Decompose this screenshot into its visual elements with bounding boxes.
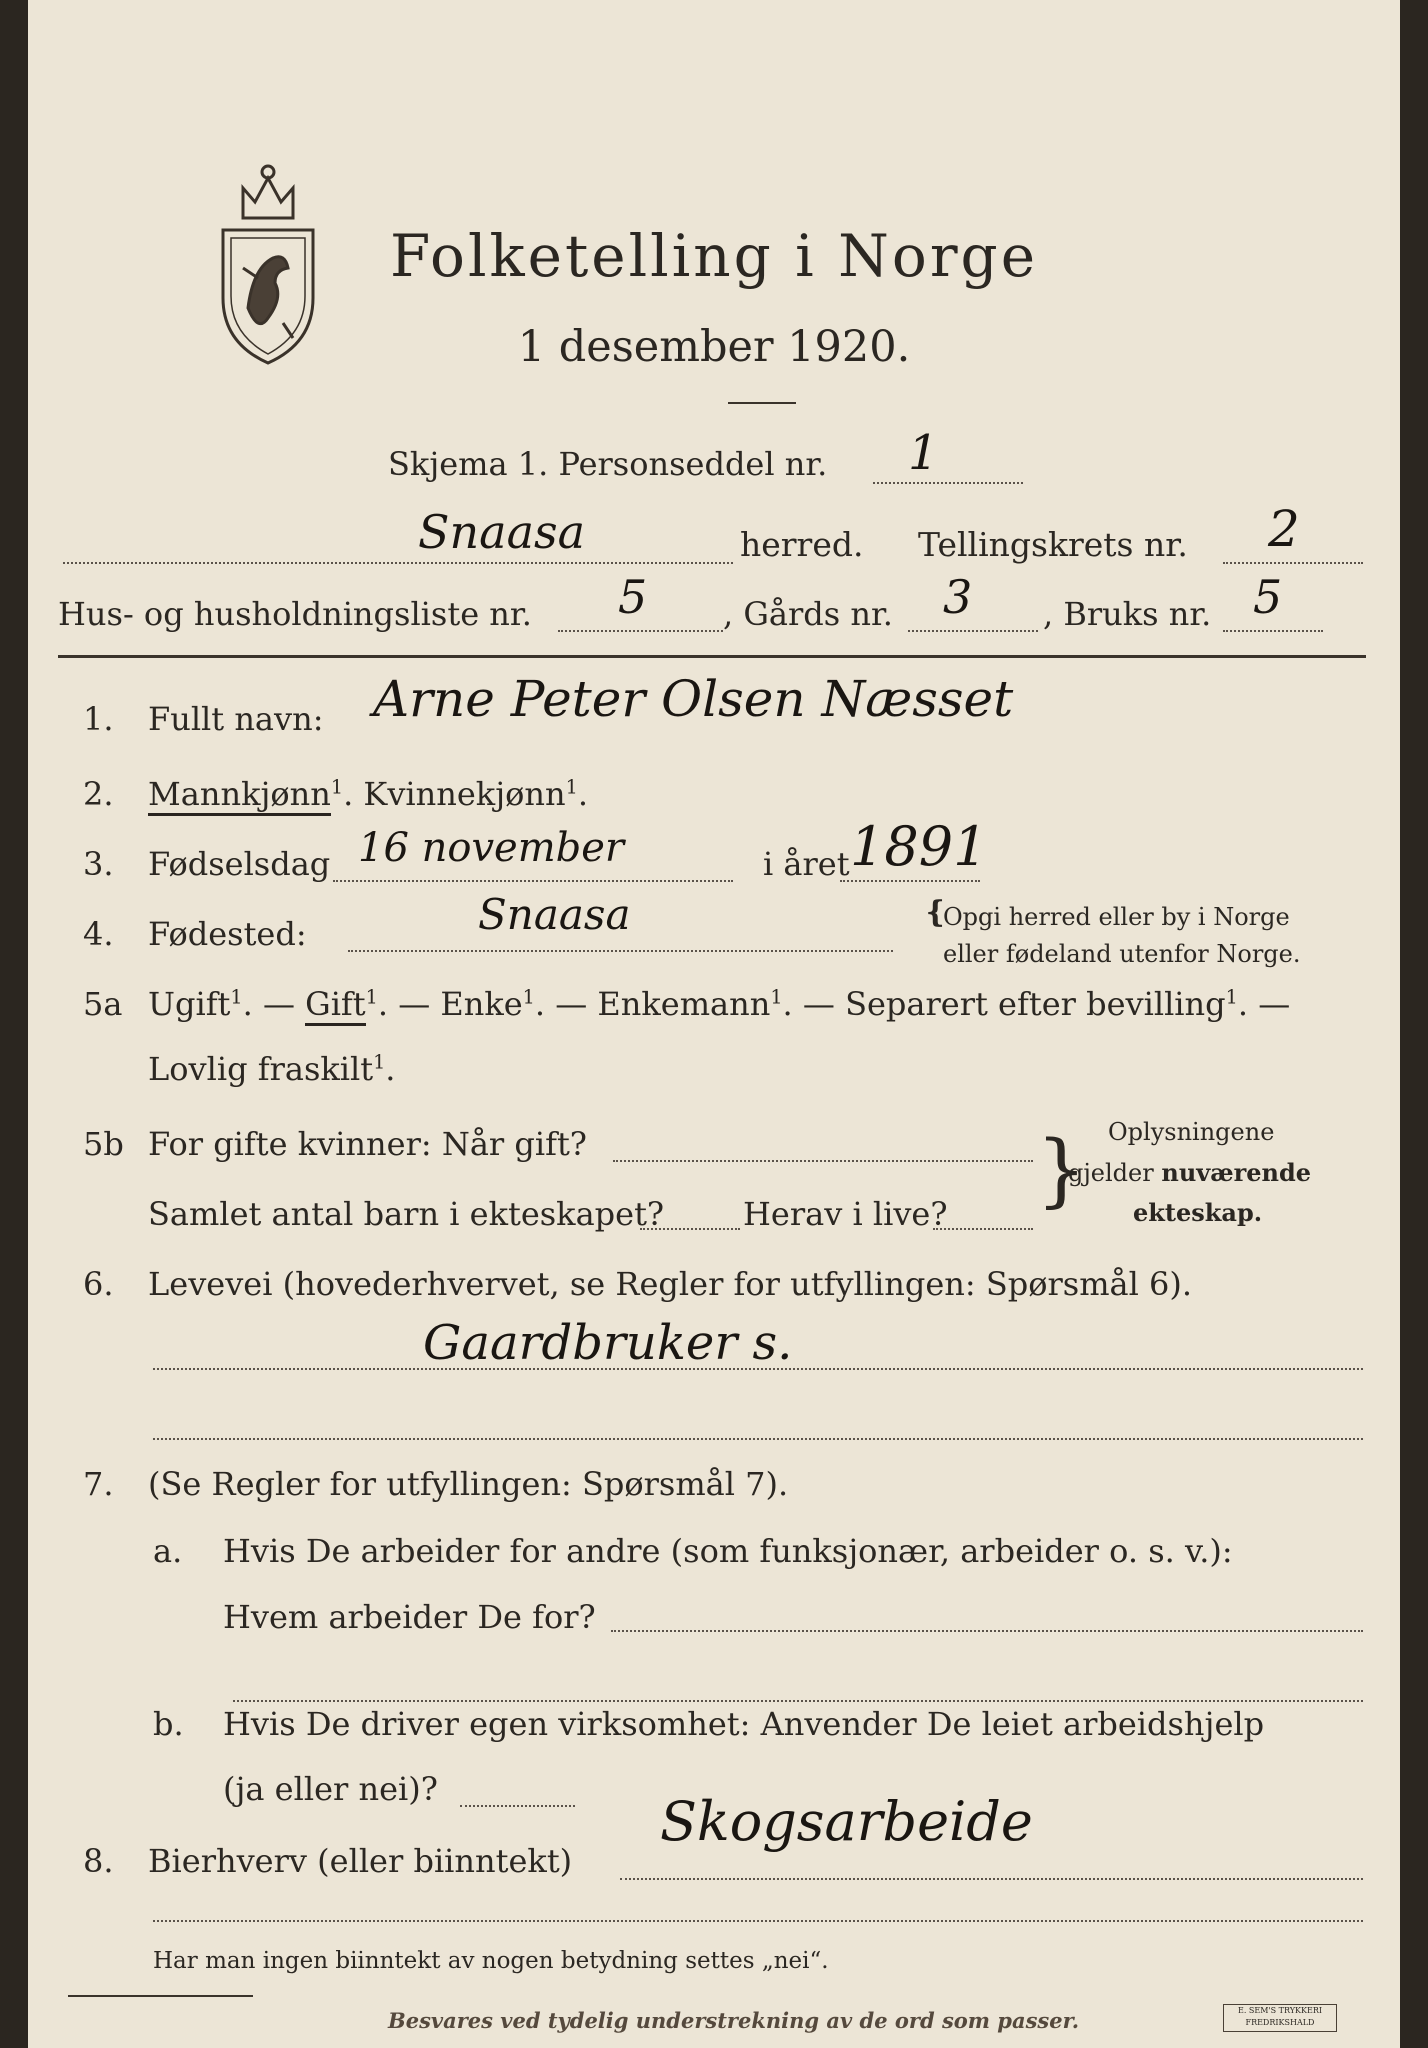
birth-year-value[interactable]: 1891 bbox=[850, 815, 988, 878]
footer-note: Har man ingen biinntekt av nogen betydning settes „nei“. bbox=[153, 1948, 829, 1974]
option-separert[interactable]: Separert efter bevilling bbox=[845, 985, 1226, 1023]
occupation-value[interactable]: Gaardbruker s. bbox=[423, 1315, 793, 1371]
personseddel-dots bbox=[873, 482, 1023, 484]
married-date-dots[interactable] bbox=[613, 1160, 1033, 1162]
bruks-nr[interactable]: 5 bbox=[1253, 570, 1283, 624]
q7b-label: Hvis De driver egen virksomhet: Anvender De leiet arbeidshjelp bbox=[223, 1705, 1265, 1743]
census-form bbox=[28, 0, 1400, 2048]
q5b-note-line1: Oplysningene bbox=[1108, 1118, 1275, 1146]
q2-number: 2. bbox=[83, 775, 114, 813]
herred-dots bbox=[63, 562, 733, 564]
option-fraskilt[interactable]: Lovlig fraskilt bbox=[148, 1050, 374, 1088]
birthday-dots bbox=[333, 880, 733, 882]
hus-nr[interactable]: 5 bbox=[618, 570, 648, 624]
birthday-value[interactable]: 16 november bbox=[358, 825, 625, 871]
title-rule bbox=[728, 402, 796, 404]
gards-nr[interactable]: 3 bbox=[943, 570, 973, 624]
side-income-dots bbox=[620, 1878, 1363, 1880]
q5b-note-line3: ekteskap. bbox=[1133, 1198, 1263, 1227]
option-gift[interactable]: Gift bbox=[305, 985, 366, 1026]
printer-stamp: E. SEM'S TRYKKERI FREDRIKSHALD bbox=[1223, 2004, 1337, 2032]
q2-options: Mannkjønn$^1$. Kvinnekjønn$^1$. bbox=[148, 775, 588, 813]
q7b-question: (ja eller nei)? bbox=[223, 1770, 438, 1808]
section-divider bbox=[58, 655, 1366, 658]
curly-brace-icon: } bbox=[1036, 1123, 1087, 1216]
hired-help-dots[interactable] bbox=[460, 1805, 575, 1807]
children-label: Samlet antal barn i ekteskapet? bbox=[148, 1195, 665, 1233]
full-name-value[interactable]: Arne Peter Olsen Næsset bbox=[373, 670, 1014, 728]
footnote-rule bbox=[68, 1995, 253, 1997]
children-dots[interactable] bbox=[640, 1228, 740, 1230]
q5a-options: Ugift$^1$. — Gift$^1$. — Enke$^1$. — Enkemann$^1$. — Separert efter bevilling$^1$. — bbox=[148, 985, 1290, 1023]
q4-number: 4. bbox=[83, 915, 114, 953]
q7-label: (Se Regler for utfyllingen: Spørsmål 7). bbox=[148, 1465, 789, 1503]
q3-number: 3. bbox=[83, 845, 114, 883]
q5b-number: 5b bbox=[83, 1125, 124, 1163]
q7a-letter: a. bbox=[153, 1532, 183, 1570]
birthplace-value[interactable]: Snaasa bbox=[478, 890, 631, 939]
census-date: 1 desember 1920. bbox=[517, 322, 911, 372]
personseddel-nr[interactable]: 1 bbox=[908, 425, 939, 481]
tellingskrets-label: Tellingskrets nr. bbox=[918, 525, 1188, 564]
q5a-number: 5a bbox=[83, 985, 123, 1023]
q5b-note-line2: gjelder nuværende bbox=[1068, 1158, 1312, 1187]
q6-number: 6. bbox=[83, 1265, 114, 1303]
footnote: Besvares ved tydelig understrekning av de ord som passer. bbox=[388, 2008, 1080, 2033]
q7a-question: Hvem arbeider De for? bbox=[223, 1598, 596, 1636]
option-enkemann[interactable]: Enkemann bbox=[597, 985, 771, 1023]
option-ugift[interactable]: Ugift bbox=[148, 985, 231, 1023]
occupation-dots-2[interactable] bbox=[153, 1438, 1363, 1440]
q4-note-line1: Opgi herred eller by i Norge bbox=[943, 903, 1290, 931]
birthplace-dots bbox=[348, 950, 893, 952]
tellingskrets-nr[interactable]: 2 bbox=[1268, 500, 1300, 558]
q7a-label: Hvis De arbeider for andre (som funksjonær, arbeider o. s. v.): bbox=[223, 1532, 1233, 1570]
q3-label: Fødselsdag bbox=[148, 845, 331, 883]
year-label: i året bbox=[763, 845, 850, 883]
option-kvinnekjonn[interactable]: Kvinnekjønn bbox=[363, 775, 566, 813]
q6-label: Levevei (hovederhvervet, se Regler for utfyllingen: Spørsmål 6). bbox=[148, 1265, 1193, 1303]
q1-label: Fullt navn: bbox=[148, 700, 324, 738]
herred-label: herred. bbox=[740, 525, 864, 564]
option-mannkjonn[interactable]: Mannkjønn bbox=[148, 775, 331, 816]
bruks-label: , Bruks nr. bbox=[1043, 595, 1212, 633]
q8-number: 8. bbox=[83, 1842, 114, 1880]
side-income-dots-2[interactable] bbox=[153, 1920, 1363, 1922]
q7b-letter: b. bbox=[153, 1705, 184, 1743]
alive-dots[interactable] bbox=[933, 1228, 1033, 1230]
q4-label: Fødested: bbox=[148, 915, 307, 953]
herred-name[interactable]: Snaasa bbox=[418, 505, 586, 559]
brace-icon: ❴ bbox=[923, 895, 949, 930]
employer-dots[interactable] bbox=[611, 1630, 1363, 1632]
page-title: Folketelling i Norge bbox=[389, 222, 1039, 290]
q5b-label: For gifte kvinner: Når gift? bbox=[148, 1125, 587, 1163]
hus-dots bbox=[558, 630, 723, 632]
employer-dots-2[interactable] bbox=[233, 1700, 1363, 1702]
q1-number: 1. bbox=[83, 700, 114, 738]
q4-note-line2: eller fødeland utenfor Norge. bbox=[943, 940, 1301, 968]
skjema-label: Skjema 1. Personseddel nr. bbox=[388, 445, 828, 483]
bruks-dots bbox=[1223, 630, 1323, 632]
q8-label: Bierhverv (eller biinntekt) bbox=[148, 1842, 573, 1880]
alive-label: Herav i live? bbox=[743, 1195, 948, 1233]
hus-label: Hus- og husholdningsliste nr. bbox=[58, 595, 532, 633]
year-dots bbox=[840, 880, 980, 882]
tellingskrets-dots bbox=[1223, 562, 1363, 564]
option-enke[interactable]: Enke bbox=[440, 985, 523, 1023]
gards-label: , Gårds nr. bbox=[723, 595, 893, 633]
side-income-value[interactable]: Skogsarbeide bbox=[660, 1790, 1033, 1853]
q7-number: 7. bbox=[83, 1465, 114, 1503]
q5a-fraskilt: Lovlig fraskilt$^1$. bbox=[148, 1050, 396, 1088]
gards-dots bbox=[908, 630, 1038, 632]
occupation-dots-1 bbox=[153, 1368, 1363, 1370]
